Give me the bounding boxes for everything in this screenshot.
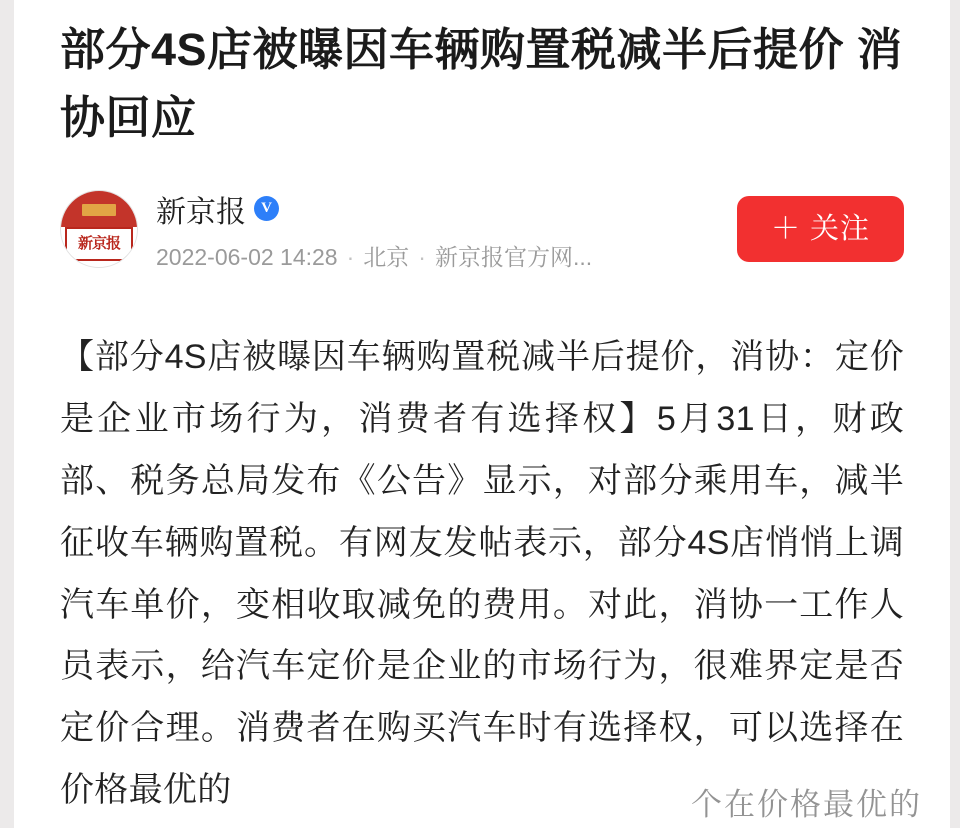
timestamp: 2022-06-02 14:28 xyxy=(156,243,338,270)
source-name[interactable]: 新京报 xyxy=(156,195,246,229)
verified-badge-icon: V xyxy=(254,196,279,221)
newspaper-logo-icon xyxy=(61,191,137,227)
location: 北京 xyxy=(363,243,410,270)
meta-separator-1: · xyxy=(346,243,355,270)
byline xyxy=(60,187,904,271)
follow-button[interactable]: ＋ 关注 xyxy=(737,196,904,262)
byline-text xyxy=(156,187,723,272)
avatar[interactable] xyxy=(60,190,138,268)
source-row xyxy=(156,187,723,231)
meta-separator-2: · xyxy=(418,243,426,270)
page-title: 部分4S店被曝因车辆购置税减半后提价 消协回应 xyxy=(60,24,903,143)
article-meta xyxy=(156,239,723,272)
page-right-edge xyxy=(950,0,960,828)
article-content xyxy=(14,0,950,828)
avatar-label: 新京报 xyxy=(65,227,133,261)
watermark-text: 个在价格最优的 xyxy=(691,787,922,822)
page-left-edge xyxy=(0,0,14,828)
publisher: 新京报官方网... xyxy=(434,243,593,270)
article-body: 【部分4S店被曝因车辆购置税减半后提价，消协：定价是企业市场行为，消费者有选择权】5月31日，财政部、税务总局发布《公告》显示，对部分乘用车，减半征收车辆购置税。有网友发帖表示，部分4S店悄悄上调汽车单价，变相收取减免的费用。对此，消协一工作人员表示，给汽车定价是企业的市场行为，很难界定是否定价合理。消费者在购买汽车时有选择权，可以选择在价格最优的 xyxy=(60,338,904,810)
